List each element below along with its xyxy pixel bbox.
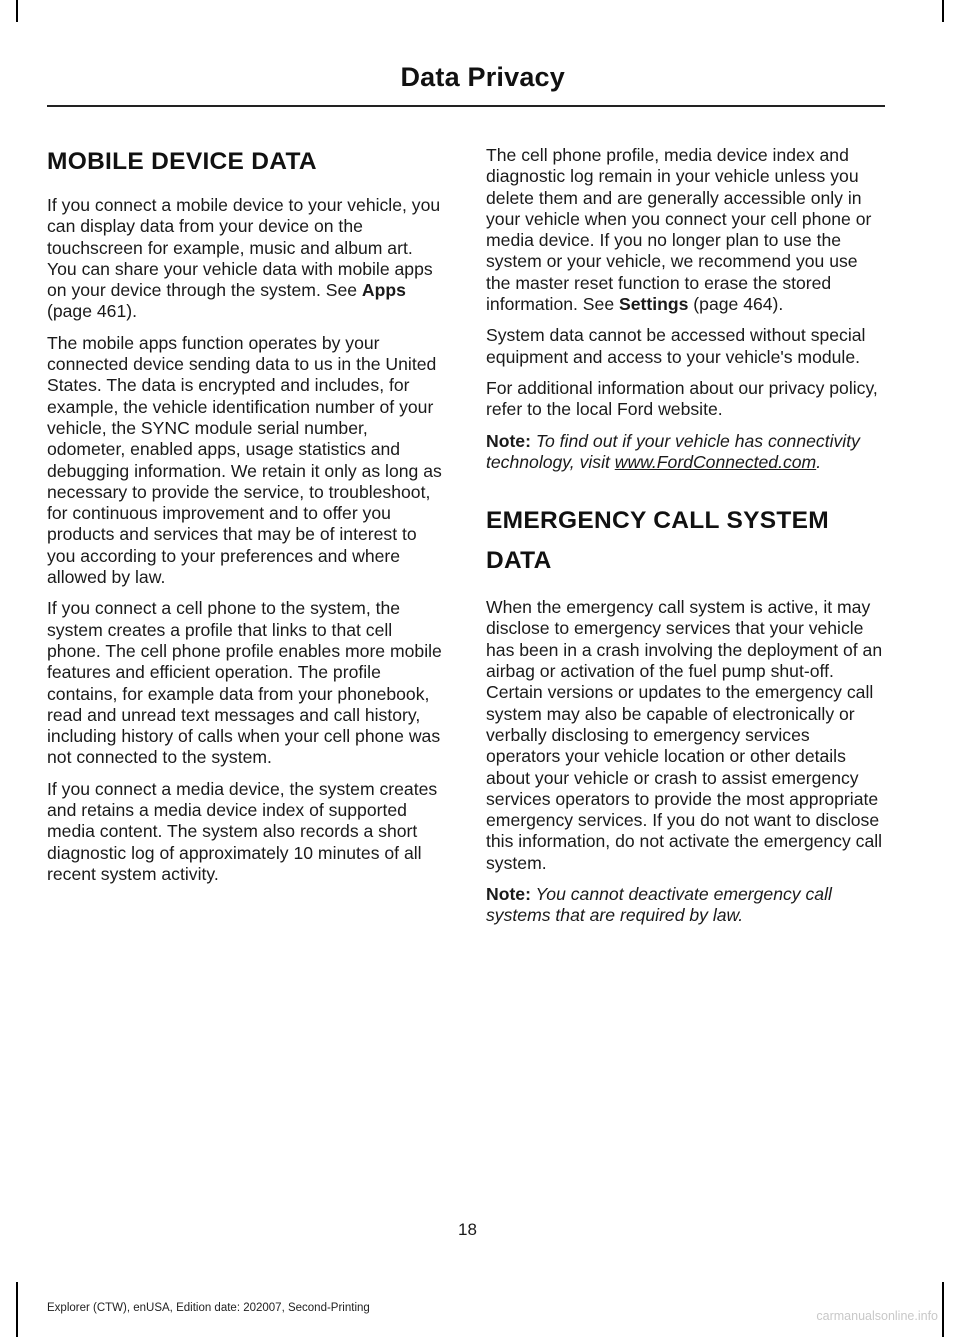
paragraph: For additional information about our privacy policy, refer to the local Ford website. <box>486 377 878 420</box>
footer-edition-info: Explorer (CTW), enUSA, Edition date: 202007, Second-Printing <box>47 1302 370 1314</box>
settings-reference-link[interactable]: Settings <box>619 294 689 315</box>
header-divider <box>47 105 885 107</box>
note: Note: You cannot deactivate emergency call systems that are required by law. <box>486 884 832 926</box>
section-heading-emergency-call-system-data: EMERGENCY CALL SYSTEM DATA <box>486 507 829 575</box>
watermark: carmanualsonline.info <box>816 1309 938 1323</box>
paragraph: When the emergency call system is active, it may disclose to emergency services that your vehicle has been in a crash involving the deployment of an airbag or activation of the fuel pump shut-off. Certain versions or updates to the emergency call system may also be capable of electronically or verbally disclosing to emergency services operators your vehicle location or other details about your vehicle or crash to assist emergency services operators to provide the most appropriate emergency services. If you do not want to disclose this information, do not activate the emergency call system. <box>486 597 883 873</box>
apps-reference-link[interactable]: Apps <box>361 280 406 301</box>
section-heading-mobile-device-data: MOBILE DEVICE DATA <box>47 148 317 175</box>
right-column <box>486 145 884 937</box>
ford-connected-link[interactable]: www.FordConnected.com <box>614 451 817 472</box>
paragraph: If you connect a mobile device to your vehicle, you can display data from your device on the touchscreen for example, music and album art. You can share your vehicle data with mobile apps on your device through the system. See Apps (page 461). <box>47 195 441 322</box>
paragraph: The cell phone profile, media device index and diagnostic log remain in your vehicle unless you delete them and are generally accessible only in your vehicle when you connect your cell phone or media device. If you no longer plan to use the system or your vehicle, we recommend you use the master reset function to erase the stored information. See Settings (page 464). <box>486 145 872 315</box>
page-number: 18 <box>458 1220 477 1239</box>
paragraph: If you connect a cell phone to the system, the system creates a profile that links to that cell phone. The cell phone profile enables more mobile features and efficient operation. The profile contains, for example data from your phonebook, read and unread text messages and call history, including history of calls when your cell phone was not connected to the system. <box>47 598 442 768</box>
left-column <box>47 145 445 895</box>
crop-mark-bottom-left <box>16 1282 18 1337</box>
note: Note: To find out if your vehicle has connectivity technology, visit www.FordConnected.com. <box>486 430 860 472</box>
paragraph: System data cannot be accessed without special equipment and access to your vehicle's module. <box>486 325 866 367</box>
paragraph: The mobile apps function operates by your connected device sending data to us in the United States. The data is encrypted and includes, for example, the vehicle identification number of your vehicle, the SYNC module serial number, odometer, enabled apps, usage statistics and debugging information. We retain it only as long as necessary to provide the service, to troubleshoot, for continuous improvement and to offer you products and services that may be of interest to you according to your preferences and where allowed by law. <box>47 332 442 588</box>
crop-mark-bottom-right <box>942 1282 944 1337</box>
page-title: Data Privacy <box>400 62 565 92</box>
crop-mark-top-right <box>942 0 944 22</box>
crop-mark-top-left <box>16 0 18 22</box>
paragraph: If you connect a media device, the system creates and retains a media device index of supported media content. The system also records a short diagnostic log of approximately 10 minutes of all recent system activity. <box>47 778 438 884</box>
